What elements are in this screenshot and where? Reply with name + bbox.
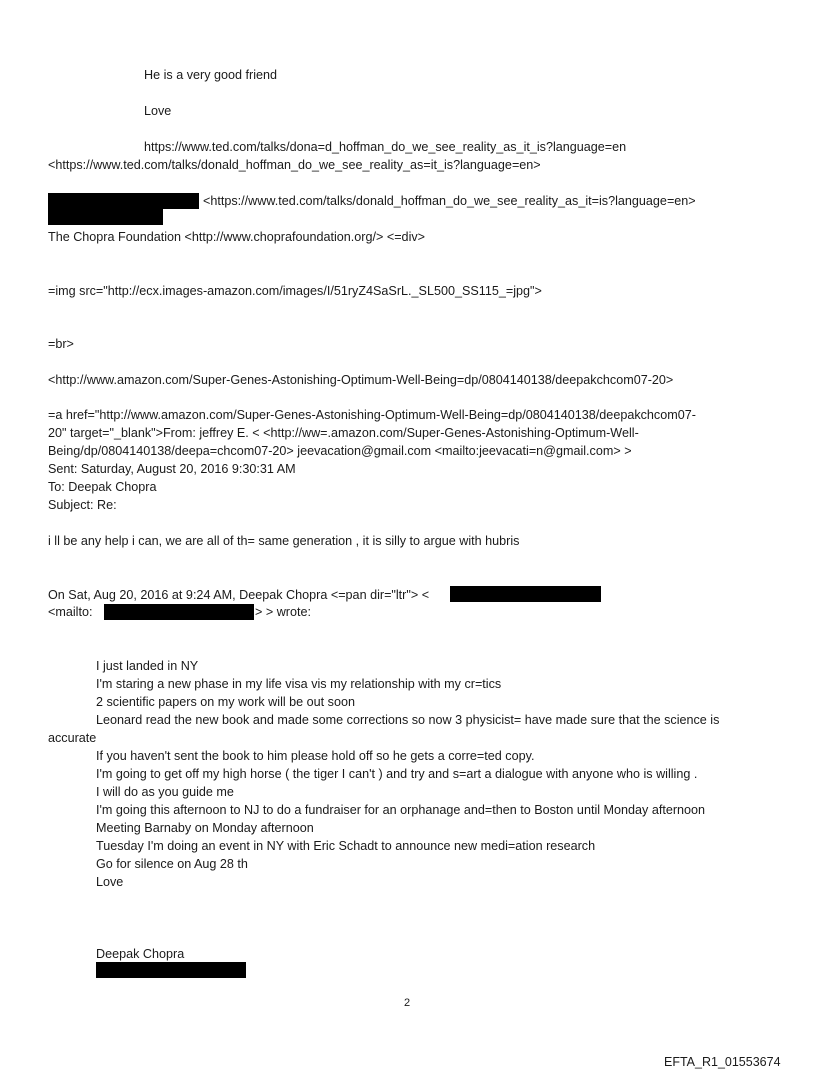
quoted-line: Go for silence on Aug 28 th <box>96 857 248 871</box>
quoted-line: I will do as you guide me <box>96 785 234 799</box>
ted-url-bracketed: <https://www.ted.com/talks/donald_hoffman_do_we_see_reality_as=it_is?language=en> <box>48 158 541 172</box>
quoted-line: I just landed in NY <box>96 659 199 673</box>
quoted-line: If you haven't sent the book to him please hold off so he gets a corre=ted copy. <box>96 749 535 763</box>
quoted-line: Love <box>96 875 124 889</box>
body-line-love: Love <box>144 104 172 118</box>
href-line: Being/dp/0804140138/deepa=chcom07-20> jeevacation@gmail.com <mailto:jeevacati=n@gmail.com> > <box>48 444 632 458</box>
email-sent: Sent: Saturday, August 20, 2016 9:30:31 AM <box>48 462 296 476</box>
quoted-line: Meeting Barnaby on Monday afternoon <box>96 821 314 835</box>
quoted-line: I'm staring a new phase in my life visa vis my relationship with my cr=tics <box>96 677 502 691</box>
signature-name: Deepak Chopra <box>96 947 185 961</box>
img-src-line: =img src="http://ecx.images-amazon.com/images/I/51ryZ4SaSrL._SL500_SS115_=jpg"> <box>48 284 542 298</box>
quoted-line: Leonard read the new book and made some corrections so now 3 physicist= have made sure that the science is <box>96 713 720 727</box>
email-to: To: Deepak Chopra <box>48 480 157 494</box>
href-line: =a href="http://www.amazon.com/Super-Genes-Astonishing-Optimum-Well-Being=dp/0804140138/deepakchcom07- <box>48 408 696 422</box>
redaction-bar <box>96 962 246 978</box>
foundation-line: The Chopra Foundation <http://www.choprafoundation.org/> <=div> <box>48 230 426 244</box>
body-line-good-friend: He is a very good friend <box>144 68 278 82</box>
ted-url: https://www.ted.com/talks/dona=d_hoffman_do_we_see_reality_as_it_is?language=en <box>144 140 627 154</box>
document-id: EFTA_R1_01553674 <box>664 1055 781 1069</box>
quote-wrote: > > wrote: <box>255 605 312 619</box>
redaction-bar <box>450 586 601 602</box>
redaction-bar <box>48 193 199 209</box>
redaction-bar <box>104 604 254 620</box>
quote-mailto: <mailto: <box>48 605 93 619</box>
email-subject: Subject: Re: <box>48 498 117 512</box>
redaction-bar <box>48 209 163 225</box>
quoted-line: 2 scientific papers on my work will be out soon <box>96 695 355 709</box>
quoted-line: I'm going to get off my high horse ( the tiger I can't ) and try and s=art a dialogue with anyone who is willing . <box>96 767 698 781</box>
page-number: 2 <box>404 997 411 1009</box>
quoted-line: accurate <box>48 731 97 745</box>
quoted-line: I'm going this afternoon to NJ to do a fundraiser for an orphanage and=then to Boston until Monday afternoon <box>96 803 706 817</box>
href-line: 20" target="_blank">From: jeffrey E. < <http://ww=.amazon.com/Super-Genes-Astonishing-Optimum-Well- <box>48 426 639 440</box>
br-line: =br> <box>48 337 74 351</box>
quote-header: On Sat, Aug 20, 2016 at 9:24 AM, Deepak Chopra <=pan dir="ltr"> < <box>48 588 430 602</box>
reply-text: i ll be any help i can, we are all of th= same generation , it is silly to argue with hubris <box>48 534 520 548</box>
ted-url-after-redaction: <https://www.ted.com/talks/donald_hoffman_do_we_see_reality_as_it=is?language=en> <box>203 194 696 208</box>
amazon-link: <http://www.amazon.com/Super-Genes-Astonishing-Optimum-Well-Being=dp/0804140138/deepakchcom07-20> <box>48 373 674 387</box>
quoted-line: Tuesday I'm doing an event in NY with Eric Schadt to announce new medi=ation research <box>96 839 596 853</box>
